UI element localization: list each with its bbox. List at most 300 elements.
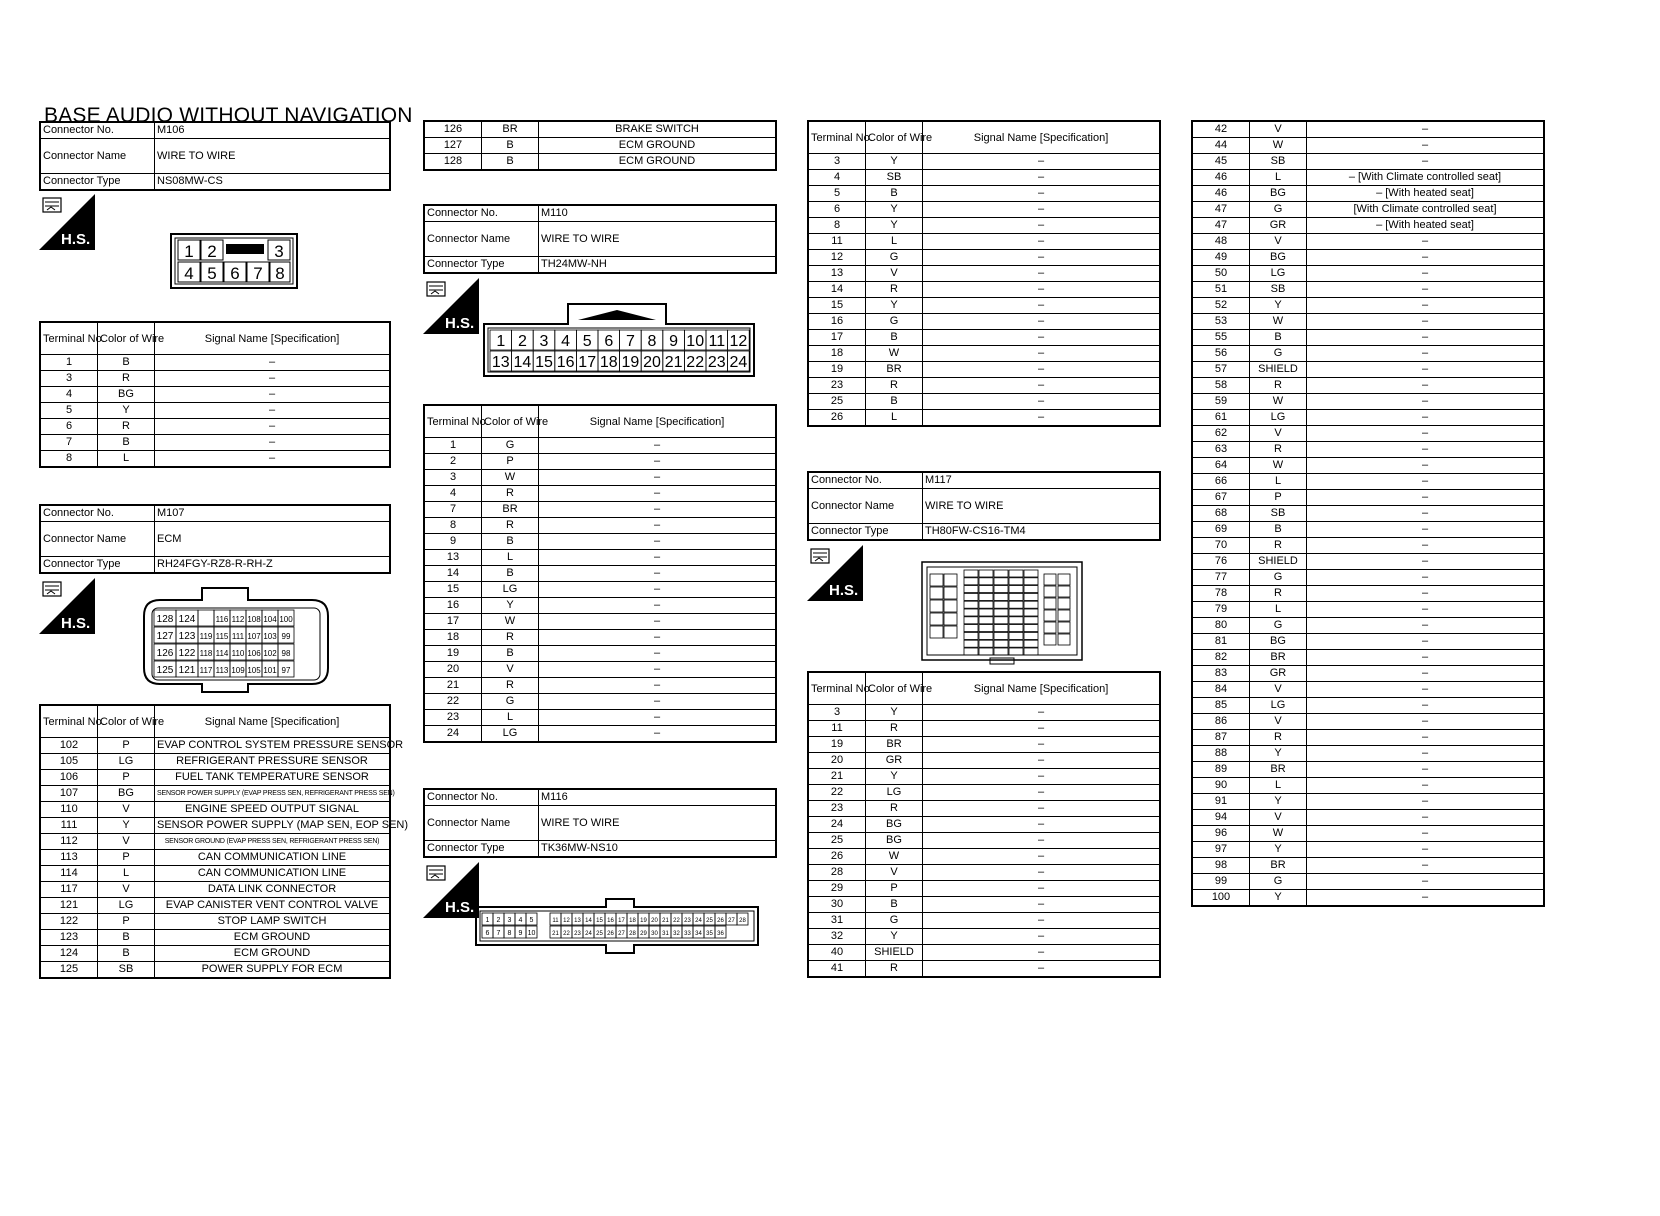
wire-color: B xyxy=(98,946,155,962)
wire-color: GR xyxy=(866,753,923,769)
table-header xyxy=(424,405,776,438)
signal-name: – xyxy=(1307,890,1545,907)
connector-name-value: WIRE TO WIRE xyxy=(539,222,777,257)
table-row xyxy=(808,378,1160,394)
signal-name: – xyxy=(1307,730,1545,746)
wire-color: W xyxy=(1250,458,1307,474)
table-row xyxy=(1192,650,1544,666)
table-row xyxy=(1192,330,1544,346)
signal-name: – xyxy=(539,598,777,614)
wire-color: Y xyxy=(1250,842,1307,858)
label-connector-no: Connector No. xyxy=(40,505,155,522)
signal-name: – xyxy=(923,961,1161,978)
pin-label: 116 xyxy=(215,615,229,624)
wire-color: W xyxy=(866,849,923,865)
pin-cavity xyxy=(964,640,978,647)
pin-cavity xyxy=(994,617,1008,624)
pin-label: 125 xyxy=(156,665,174,676)
table-row xyxy=(40,834,390,850)
connector-face-m107 xyxy=(140,586,332,694)
terminal-no: 13 xyxy=(808,266,866,282)
table-row xyxy=(808,721,1160,737)
terminal-no: 18 xyxy=(424,630,482,646)
header-color-of-wire: Color of Wire xyxy=(98,322,155,355)
terminal-no: 122 xyxy=(40,914,98,930)
terminal-no: 100 xyxy=(1192,890,1250,907)
signal-name: BRAKE SWITCH xyxy=(539,121,777,138)
pin-label: 13 xyxy=(574,918,581,924)
wire-color: SB xyxy=(1250,154,1307,170)
pin-label: 26 xyxy=(607,931,614,937)
wire-color: G xyxy=(482,694,539,710)
pin-cavity xyxy=(198,610,214,626)
table-row xyxy=(1192,762,1544,778)
terminal-table-m117-cont xyxy=(1191,120,1545,907)
wire-color: W xyxy=(482,470,539,486)
wire-color: BG xyxy=(1250,634,1307,650)
terminal-no: 4 xyxy=(40,387,98,403)
signal-name: – xyxy=(155,355,391,371)
wire-color: V xyxy=(1250,121,1307,138)
connector-face-m117 xyxy=(920,560,1084,666)
header-signal-name: Signal Name [Specification] xyxy=(155,705,391,738)
pin-label: 1 xyxy=(184,242,194,261)
terminal-no: 51 xyxy=(1192,282,1250,298)
signal-name: – [With heated seat] xyxy=(1307,186,1545,202)
signal-name: – xyxy=(1307,650,1545,666)
pin-cavity xyxy=(964,586,978,593)
header-terminal-no: Terminal No. xyxy=(424,405,482,438)
pin-cavity xyxy=(930,587,943,599)
wire-color: GR xyxy=(1250,666,1307,682)
pin-cavity xyxy=(1024,648,1038,655)
pin-label: 122 xyxy=(178,648,196,659)
table-row xyxy=(1192,442,1544,458)
table-header xyxy=(808,121,1160,154)
terminal-no: 17 xyxy=(808,330,866,346)
signal-name: REFRIGERANT PRESSURE SENSOR xyxy=(155,754,391,770)
table-row xyxy=(424,598,776,614)
terminal-no: 4 xyxy=(424,486,482,502)
table-row xyxy=(424,566,776,582)
table-row xyxy=(808,186,1160,202)
terminal-no: 88 xyxy=(1192,746,1250,762)
signal-name: – xyxy=(923,410,1161,427)
table-row xyxy=(808,298,1160,314)
table-row xyxy=(1192,778,1544,794)
table-row xyxy=(1192,314,1544,330)
pin-label: 110 xyxy=(231,649,245,658)
wire-color: V xyxy=(98,834,155,850)
pin-label: 3 xyxy=(507,917,512,924)
pin-label: 25 xyxy=(596,931,603,937)
pin-label: 18 xyxy=(629,918,636,924)
table-row xyxy=(40,738,390,754)
pin-label: 10 xyxy=(527,930,536,937)
table-row xyxy=(808,282,1160,298)
terminal-no: 83 xyxy=(1192,666,1250,682)
pin-label: 99 xyxy=(281,632,291,641)
signal-name: – xyxy=(923,945,1161,961)
pin-label: 105 xyxy=(247,666,261,675)
terminal-no: 64 xyxy=(1192,458,1250,474)
harness-side-icon xyxy=(807,545,863,601)
pin-label: 102 xyxy=(263,649,277,658)
wire-color: R xyxy=(1250,378,1307,394)
header-color-of-wire: Color of Wire xyxy=(866,121,923,154)
table-row xyxy=(40,898,390,914)
terminal-no: 3 xyxy=(424,470,482,486)
pin-label: 7 xyxy=(253,264,263,283)
table-row xyxy=(1192,121,1544,138)
connector-name-value: WIRE TO WIRE xyxy=(923,489,1161,524)
signal-name: – xyxy=(923,154,1161,170)
terminal-no: 21 xyxy=(808,769,866,785)
signal-name: – xyxy=(1307,330,1545,346)
header-signal-name: Signal Name [Specification] xyxy=(539,405,777,438)
pin-label: 21 xyxy=(552,931,559,937)
terminal-no: 9 xyxy=(424,534,482,550)
pin-label: 23 xyxy=(574,931,581,937)
wire-color: V xyxy=(1250,234,1307,250)
pin-cavity xyxy=(979,586,993,593)
terminal-no: 62 xyxy=(1192,426,1250,442)
signal-name: – xyxy=(1307,538,1545,554)
wire-color: BG xyxy=(98,786,155,802)
header-color-of-wire: Color of Wire xyxy=(482,405,539,438)
pin-cavity xyxy=(930,626,943,638)
wire-color: V xyxy=(1250,714,1307,730)
terminal-no: 81 xyxy=(1192,634,1250,650)
pin-cavity xyxy=(1009,570,1023,577)
pin-label: 22 xyxy=(673,918,680,924)
pin-cavity xyxy=(1009,648,1023,655)
terminal-no: 113 xyxy=(40,850,98,866)
table-row xyxy=(1192,634,1544,650)
wire-color: P xyxy=(866,881,923,897)
pin-cavity xyxy=(1009,593,1023,600)
signal-name: – xyxy=(539,438,777,454)
connector-info-m107 xyxy=(39,504,391,574)
wire-color: P xyxy=(98,914,155,930)
terminal-no: 46 xyxy=(1192,170,1250,186)
table-row xyxy=(40,403,390,419)
table-row xyxy=(808,865,1160,881)
wire-color: LG xyxy=(1250,266,1307,282)
table-row xyxy=(424,454,776,470)
terminal-no: 2 xyxy=(424,454,482,470)
signal-name: – xyxy=(539,710,777,726)
wire-color: LG xyxy=(482,726,539,743)
wire-color: LG xyxy=(1250,410,1307,426)
table-row xyxy=(40,451,390,468)
pin-cavity xyxy=(1058,610,1070,621)
table-row xyxy=(424,502,776,518)
wire-color: B xyxy=(1250,330,1307,346)
terminal-no: 114 xyxy=(40,866,98,882)
pin-cavity xyxy=(994,648,1008,655)
terminal-no: 49 xyxy=(1192,250,1250,266)
wire-color: B xyxy=(482,646,539,662)
wire-color: BR xyxy=(866,362,923,378)
table-row xyxy=(1192,602,1544,618)
terminal-no: 86 xyxy=(1192,714,1250,730)
pin-label: 16 xyxy=(607,918,614,924)
pin-label: 5 xyxy=(207,264,217,283)
terminal-no: 96 xyxy=(1192,826,1250,842)
table-header xyxy=(40,705,390,738)
table-row xyxy=(424,582,776,598)
terminal-no: 87 xyxy=(1192,730,1250,746)
pin-label: 8 xyxy=(275,264,285,283)
terminal-table-m116 xyxy=(807,120,1161,427)
table-row xyxy=(1192,346,1544,362)
signal-name: – xyxy=(923,346,1161,362)
svg-text:H.S.: H.S. xyxy=(61,231,91,248)
pin-label: 20 xyxy=(643,354,661,371)
signal-name: – xyxy=(1307,778,1545,794)
pin-label: 1 xyxy=(496,333,506,350)
pin-cavity xyxy=(1044,598,1056,609)
table-row xyxy=(808,410,1160,427)
pin-cavity xyxy=(994,601,1008,608)
signal-name: – xyxy=(539,678,777,694)
signal-name: – xyxy=(1307,746,1545,762)
connector-type-value: TK36MW-NS10 xyxy=(539,841,777,858)
terminal-no: 3 xyxy=(808,705,866,721)
signal-name: – xyxy=(923,881,1161,897)
terminal-no: 14 xyxy=(808,282,866,298)
terminal-no: 7 xyxy=(424,502,482,518)
label-connector-type: Connector Type xyxy=(424,841,539,858)
terminal-table-m106 xyxy=(39,321,391,468)
terminal-no: 112 xyxy=(40,834,98,850)
pin-label: 104 xyxy=(263,615,277,624)
pin-cavity xyxy=(979,617,993,624)
terminal-no: 110 xyxy=(40,802,98,818)
table-row xyxy=(40,866,390,882)
terminal-no: 125 xyxy=(40,962,98,979)
wire-color: L xyxy=(98,451,155,468)
wire-color: Y xyxy=(866,705,923,721)
wire-color: R xyxy=(866,721,923,737)
wire-color: Y xyxy=(98,403,155,419)
table-row xyxy=(1192,842,1544,858)
table-row xyxy=(40,435,390,451)
terminal-no: 63 xyxy=(1192,442,1250,458)
table-row xyxy=(808,705,1160,721)
signal-name: – xyxy=(1307,858,1545,874)
wire-color: G xyxy=(866,913,923,929)
table-row xyxy=(1192,682,1544,698)
table-row xyxy=(424,630,776,646)
pin-label: 108 xyxy=(247,615,261,624)
table-row xyxy=(1192,698,1544,714)
terminal-no: 23 xyxy=(808,801,866,817)
connector-info-m116 xyxy=(423,788,777,858)
terminal-no: 89 xyxy=(1192,762,1250,778)
connector-type-value: TH24MW-NH xyxy=(539,257,777,274)
label-connector-name: Connector Name xyxy=(40,522,155,557)
terminal-no: 22 xyxy=(808,785,866,801)
wire-color: Y xyxy=(1250,794,1307,810)
wire-color: B xyxy=(866,186,923,202)
pin-cavity xyxy=(964,632,978,639)
signal-name: – xyxy=(1307,266,1545,282)
terminal-no: 127 xyxy=(424,138,482,154)
terminal-no: 20 xyxy=(424,662,482,678)
wire-color: B xyxy=(866,897,923,913)
pin-label: 36 xyxy=(717,931,724,937)
table-row xyxy=(40,962,390,979)
terminal-table-m107 xyxy=(39,704,409,979)
connector-face-m116 xyxy=(474,897,760,955)
signal-name: – xyxy=(923,833,1161,849)
wire-color: L xyxy=(482,550,539,566)
terminal-no: 68 xyxy=(1192,506,1250,522)
wire-color: LG xyxy=(482,582,539,598)
wire-color: R xyxy=(98,371,155,387)
terminal-no: 76 xyxy=(1192,554,1250,570)
pin-cavity xyxy=(964,593,978,600)
terminal-no: 123 xyxy=(40,930,98,946)
pin-cavity xyxy=(1024,586,1038,593)
pin-cavity xyxy=(964,601,978,608)
pin-label: 33 xyxy=(684,931,691,937)
table-row xyxy=(1192,890,1544,907)
table-row xyxy=(40,930,390,946)
terminal-no: 22 xyxy=(424,694,482,710)
terminal-table-m107-cont xyxy=(423,120,777,171)
table-row xyxy=(424,646,776,662)
harness-side-icon xyxy=(423,278,479,334)
signal-name: ECM GROUND xyxy=(539,138,777,154)
table-row xyxy=(1192,298,1544,314)
signal-name: ECM GROUND xyxy=(155,946,391,962)
table-row xyxy=(808,314,1160,330)
wire-color: P xyxy=(98,850,155,866)
wire-color: P xyxy=(1250,490,1307,506)
terminal-no: 94 xyxy=(1192,810,1250,826)
header-terminal-no: Terminal No. xyxy=(808,672,866,705)
pin-cavity xyxy=(1024,601,1038,608)
connector-name-value: WIRE TO WIRE xyxy=(155,139,391,174)
pin-label: 115 xyxy=(215,632,229,641)
pin-label: 7 xyxy=(496,930,501,937)
signal-name: – xyxy=(923,705,1161,721)
header-color-of-wire: Color of Wire xyxy=(866,672,923,705)
pin-label: 17 xyxy=(578,354,597,371)
wire-color: L xyxy=(98,866,155,882)
terminal-no: 26 xyxy=(808,849,866,865)
pin-label: 11 xyxy=(708,333,726,350)
pin-label: 6 xyxy=(604,333,614,350)
signal-name: – xyxy=(923,913,1161,929)
signal-name: SENSOR POWER SUPPLY (EVAP PRESS SEN, REFRIGERANT PRESS SEN) xyxy=(155,786,391,802)
pin-label: 32 xyxy=(673,931,680,937)
wire-color: Y xyxy=(98,818,155,834)
signal-name: – xyxy=(539,646,777,662)
wire-color: B xyxy=(866,330,923,346)
wire-color: SB xyxy=(866,170,923,186)
signal-name: – xyxy=(1307,842,1545,858)
signal-name: – xyxy=(539,662,777,678)
wire-color: R xyxy=(1250,586,1307,602)
pin-cavity xyxy=(1044,610,1056,621)
wire-color: BR xyxy=(1250,762,1307,778)
table-row xyxy=(1192,426,1544,442)
wire-color: G xyxy=(1250,570,1307,586)
pin-label: 7 xyxy=(625,333,635,350)
signal-name: – xyxy=(923,785,1161,801)
pin-label: 27 xyxy=(728,918,735,924)
table-row xyxy=(808,929,1160,945)
wire-color: G xyxy=(1250,874,1307,890)
connector-info-m106 xyxy=(39,121,391,191)
wire-color: SHIELD xyxy=(1250,554,1307,570)
signal-name: – xyxy=(1307,154,1545,170)
signal-name: – xyxy=(155,403,391,419)
pin-cavity xyxy=(1009,601,1023,608)
label-connector-type: Connector Type xyxy=(808,524,923,541)
table-row xyxy=(808,897,1160,913)
table-row xyxy=(40,946,390,962)
signal-name: – xyxy=(1307,314,1545,330)
terminal-no: 24 xyxy=(424,726,482,743)
pin-cavity xyxy=(944,574,957,586)
table-row xyxy=(1192,538,1544,554)
terminal-no: 61 xyxy=(1192,410,1250,426)
terminal-no: 3 xyxy=(808,154,866,170)
pin-label: 124 xyxy=(178,614,196,625)
pin-label: 10 xyxy=(686,333,705,350)
pin-label: 119 xyxy=(199,632,213,641)
pin-cavity xyxy=(979,609,993,616)
signal-name: – xyxy=(539,726,777,743)
terminal-no: 53 xyxy=(1192,314,1250,330)
pin-cavity xyxy=(1058,622,1070,633)
table-row xyxy=(40,850,390,866)
pin-label: 23 xyxy=(684,918,691,924)
header-signal-name: Signal Name [Specification] xyxy=(923,672,1161,705)
terminal-no: 50 xyxy=(1192,266,1250,282)
table-row xyxy=(1192,666,1544,682)
signal-name: – xyxy=(1307,634,1545,650)
wire-color: Y xyxy=(866,929,923,945)
signal-name: – xyxy=(1307,874,1545,890)
wire-color: L xyxy=(866,234,923,250)
pin-cavity xyxy=(1024,640,1038,647)
wire-color: R xyxy=(98,419,155,435)
label-connector-type: Connector Type xyxy=(40,557,155,574)
pin-cavity xyxy=(1044,634,1056,645)
wire-color: W xyxy=(482,614,539,630)
table-row xyxy=(1192,138,1544,154)
pin-cavity xyxy=(1024,570,1038,577)
table-row xyxy=(40,754,390,770)
wire-color: R xyxy=(866,282,923,298)
table-row xyxy=(808,737,1160,753)
pin-cavity xyxy=(1024,632,1038,639)
table-row xyxy=(808,769,1160,785)
connector-no-value: M117 xyxy=(923,472,1161,489)
terminal-no: 69 xyxy=(1192,522,1250,538)
signal-name: – xyxy=(923,737,1161,753)
terminal-no: 106 xyxy=(40,770,98,786)
pin-cavity xyxy=(964,617,978,624)
terminal-no: 5 xyxy=(808,186,866,202)
signal-name: – xyxy=(923,769,1161,785)
